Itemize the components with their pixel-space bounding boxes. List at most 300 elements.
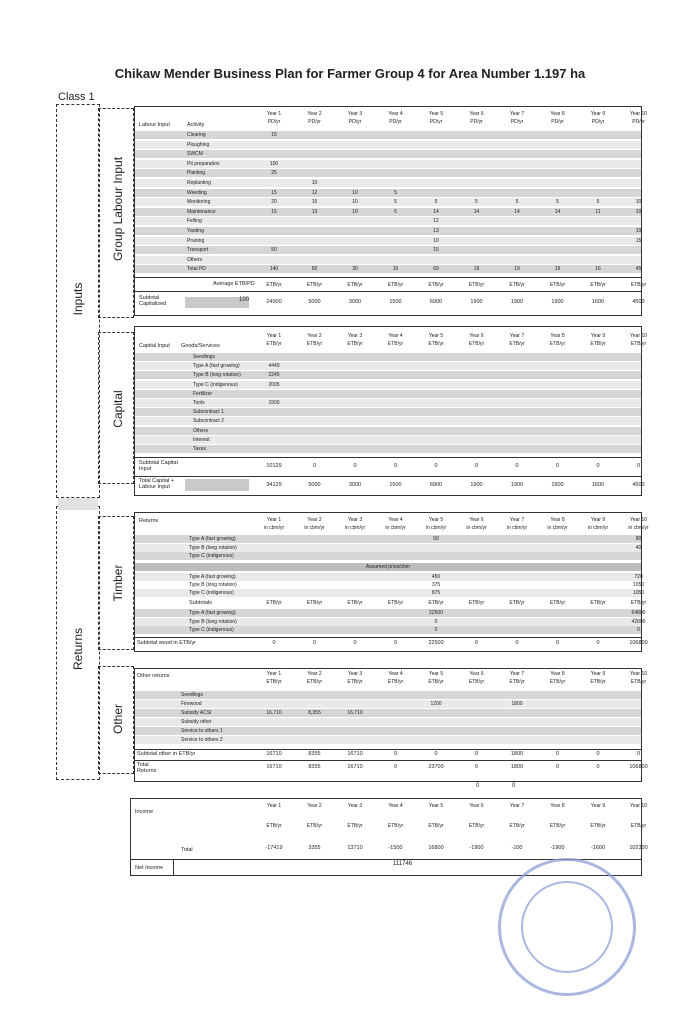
capital-table: [134, 326, 648, 496]
rule: [135, 749, 641, 750]
subtotal-value: 10129: [266, 463, 282, 469]
subtotal-value: 0: [555, 463, 560, 469]
labour-section-label: Labour Input: [139, 122, 170, 128]
total-value: 5000: [308, 482, 321, 488]
goods-label: Subcontract 2: [193, 418, 224, 425]
capital-section-label: Capital Input: [139, 343, 170, 349]
cell: 15: [271, 189, 277, 196]
total-value: 1500: [389, 482, 402, 488]
unit-header: PD/yr: [429, 119, 443, 125]
stamp-inner-ring: [521, 881, 613, 973]
price-row: [135, 581, 645, 589]
other-label: Subsidy other: [181, 719, 212, 725]
activity-label: Replanting: [187, 180, 211, 186]
unit-header: ETB/yr: [428, 282, 444, 288]
unit-header: ETB/yr: [266, 600, 282, 606]
year-header: Year 9: [590, 517, 606, 523]
unit-header: in cbm/yr: [263, 525, 285, 531]
cell: 14: [514, 208, 520, 215]
cell: 30: [352, 266, 358, 273]
unit-header: ETB/yr: [387, 282, 404, 288]
cell: 1500: [268, 400, 280, 406]
year-header: Year 5: [428, 111, 444, 117]
capital-row: [135, 399, 641, 407]
cell: 875: [431, 590, 441, 596]
net-income-label: Net Income: [135, 865, 164, 871]
timber-type-label: Type B (long rotation): [189, 544, 237, 551]
cell: 100: [269, 160, 279, 167]
year-header: Year 10: [629, 803, 648, 809]
cell: 42000: [631, 618, 646, 625]
year-header: Year 3: [347, 517, 363, 523]
subtotals-label: Subtotals: [189, 600, 212, 606]
capital-row: [135, 417, 641, 425]
unit-header: ETB/yr: [590, 823, 606, 829]
goods-label: Tools: [193, 400, 205, 406]
cell: 10: [352, 199, 358, 206]
subtotal-value: 8355: [308, 751, 321, 757]
unit-header: ETB/yr: [266, 823, 282, 829]
rule: [135, 291, 641, 292]
rule: [135, 760, 641, 761]
total-value: 3000: [348, 482, 362, 488]
labour-row: [135, 150, 641, 158]
timber-type-label: Type C (indigenous): [189, 627, 234, 633]
subtotal-value: 0: [393, 463, 398, 469]
cell: 0: [434, 627, 438, 633]
labour-row: [135, 160, 641, 168]
subtotal-value: 24000: [266, 299, 282, 305]
year-header: Year 10: [629, 333, 648, 339]
subtotal-value: 1900: [551, 299, 564, 305]
timber-type-label: Type C (indigenous): [189, 590, 234, 596]
unit-header: ETB/yr: [347, 341, 363, 347]
unit-header: ETB/yr: [468, 341, 485, 347]
income-value: -100: [511, 845, 523, 851]
subtotal-value: 1600: [591, 299, 605, 305]
goods-label: Others: [193, 427, 209, 434]
subtotal-value: 0: [596, 463, 600, 469]
year-header: Year 6: [469, 111, 484, 117]
activity-label: Yarding: [187, 228, 204, 234]
group-labour-label: Group Labour Input: [111, 156, 125, 262]
subtotal-value: 106800: [629, 640, 648, 646]
subtotal-value: 0: [353, 463, 357, 469]
cell: 5: [596, 199, 600, 206]
total-value: 1900: [470, 482, 483, 488]
unit-header: ETB/yr: [590, 341, 606, 347]
goods-label: Fertilizer: [193, 390, 213, 397]
capital-row: [135, 445, 641, 453]
income-value: -17419: [265, 845, 283, 851]
cell: 8,355: [308, 710, 321, 716]
price-row: [135, 589, 645, 597]
year-header: Year 5: [428, 333, 444, 339]
page-title: Chikaw Mender Business Plan for Farmer Group 4 for Area Number 1.197 ha: [114, 66, 586, 81]
year-header: Year 10: [629, 517, 648, 523]
total-value: 106800: [629, 764, 648, 770]
activity-label: Clearing: [187, 132, 206, 138]
unit-header: ETB/yr: [266, 679, 282, 685]
activity-label: SWCM: [187, 151, 203, 158]
other-table: [134, 668, 648, 782]
total-value: 23700: [428, 764, 444, 770]
unit-header: ETB/yr: [428, 679, 444, 685]
cell: 15: [635, 237, 642, 244]
total-value: 1600: [591, 482, 605, 488]
total-value: 0: [555, 764, 560, 770]
timber-price-label: Assumed price/cbm: [366, 564, 410, 570]
capital-row: [135, 390, 641, 398]
cell: 50: [311, 266, 318, 273]
other-row: [135, 709, 641, 717]
income-value: -1900: [550, 845, 565, 851]
cell: 140: [269, 266, 279, 273]
other-extra-2: 0: [512, 783, 516, 789]
other-label: Other: [111, 704, 125, 735]
cell: 15: [433, 247, 439, 254]
subtotal-value: 1800: [510, 751, 524, 757]
net-income-value: 111746: [393, 861, 413, 867]
unit-header: ETB/yr: [387, 679, 404, 685]
income-total-label: Total: [181, 847, 193, 853]
cell: 5: [475, 199, 478, 206]
unit-header: ETB/yr: [509, 341, 525, 347]
subtotal-value: 0: [596, 751, 600, 757]
cell: 19: [473, 266, 480, 273]
unit-header: ETB/yr: [347, 282, 363, 288]
timber-row: [135, 535, 641, 543]
year-header: Year 1: [266, 517, 282, 523]
labour-row: [135, 189, 641, 197]
other-row: [135, 718, 641, 726]
unit-header: in cbm/yr: [628, 525, 649, 531]
labour-col-label: Activity: [187, 122, 205, 128]
unit-header: ETB/yr: [347, 679, 363, 685]
year-header: Year 4: [388, 803, 403, 809]
timber-type-label: Type A (fast growing): [189, 574, 236, 580]
unit-header: in cbm/yr: [385, 525, 406, 531]
timber-row: [135, 552, 641, 560]
unit-header: in cbm/yr: [587, 525, 609, 531]
goods-label: Type C (indigenous): [193, 381, 238, 388]
year-header: Year 3: [347, 671, 363, 677]
subtotal-value: 0: [312, 463, 317, 469]
unit-header: ETB/yr: [549, 600, 566, 606]
cell: 13: [311, 208, 318, 215]
year-header: Year 8: [550, 111, 565, 117]
income-value: 13710: [347, 845, 363, 851]
cell: 19: [554, 266, 561, 273]
activity-label: Ploughing: [187, 141, 210, 148]
subtotal-value: 0: [515, 640, 519, 646]
cell: 15: [311, 199, 318, 206]
unit-header: ETB/yr: [630, 282, 647, 288]
activity-label: Pruning: [187, 237, 205, 244]
subtotal-value: 0: [596, 640, 600, 646]
labour-row: [135, 256, 641, 264]
timber-type-label: Type B (long rotation): [189, 618, 237, 625]
subtotal-value: 0: [434, 751, 438, 757]
capital-row: [135, 353, 641, 361]
cell: 5: [394, 208, 397, 215]
capital-label: Capital: [111, 390, 125, 428]
other-row: [135, 727, 641, 735]
year-header: Year 6: [469, 671, 484, 677]
year-header: Year 2: [307, 111, 322, 117]
unit-header: ETB/yr: [468, 823, 485, 829]
inputs-label: Inputs: [71, 282, 85, 316]
subtotal-value: 0: [272, 640, 276, 646]
unit-header: ETB/yr: [306, 341, 323, 347]
cell: 40: [635, 544, 642, 551]
cell: 10: [635, 228, 642, 234]
cell: 2005: [268, 381, 280, 388]
capital-row: [135, 362, 641, 370]
unit-header: ETB/yr: [630, 341, 647, 347]
capital-total-label: Total Capital + Labour Input: [139, 478, 175, 490]
year-header: Year 4: [388, 111, 403, 117]
labour-row: [135, 217, 641, 225]
other-label: Seedlings: [181, 692, 203, 698]
labour-row: [135, 237, 641, 245]
cell: 5: [394, 199, 397, 206]
labour-row: [135, 246, 641, 254]
subtotal-value: 0: [474, 463, 479, 469]
year-header: Year 7: [509, 111, 525, 117]
unit-header: ETB/yr: [266, 282, 282, 288]
cell: 12: [311, 189, 318, 196]
year-header: Year 3: [347, 803, 363, 809]
goods-label: Interest: [193, 436, 210, 443]
unit-header: ETB/yr: [306, 679, 323, 685]
timber-table: [134, 512, 649, 652]
unit-header: in cbm/yr: [466, 525, 487, 531]
rule: [173, 859, 174, 875]
year-header: Year 2: [307, 333, 322, 339]
total-value: 4500: [632, 482, 645, 488]
unit-header: PD/yr: [591, 119, 605, 125]
cell: 11: [595, 208, 601, 215]
other-label: Subsidy ACSI: [181, 710, 212, 716]
subtotal-value: 0: [393, 640, 398, 646]
unit-header: ETB/yr: [347, 823, 363, 829]
labour-avg-value-text: 100: [238, 297, 249, 303]
subtotal-value: 4500: [632, 299, 645, 305]
unit-header: ETB/yr: [347, 600, 363, 606]
unit-header: ETB/yr: [630, 679, 647, 685]
subtotal-value: 0: [474, 640, 479, 646]
goods-label: Type A (fast growing): [193, 363, 240, 370]
cell: 5: [556, 199, 559, 206]
goods-label: Seedlings: [193, 354, 215, 360]
unit-header: in cbm/yr: [425, 525, 447, 531]
year-header: Year 9: [590, 803, 606, 809]
activity-label: Weeding: [187, 189, 207, 196]
subtotal-value: 6900: [429, 299, 443, 305]
unit-header: ETB/yr: [387, 600, 404, 606]
unit-header: ETB/yr: [509, 600, 525, 606]
labour-table: [134, 106, 648, 316]
year-header: Year 2: [307, 671, 322, 677]
total-value: 34129: [266, 482, 282, 488]
capital-row: [135, 408, 641, 416]
labour-subtotal-label: Subtotal Capitalized: [139, 295, 167, 307]
capital-row: [135, 436, 641, 444]
cell: 0: [434, 618, 438, 625]
income-value: 3355: [308, 845, 321, 851]
total-value: 0: [596, 764, 600, 770]
unit-header: ETB/yr: [387, 341, 404, 347]
timber-type-label: Type C (indigenous): [189, 553, 234, 559]
year-header: Year 5: [428, 517, 444, 523]
unit-header: ETB/yr: [549, 341, 566, 347]
capital-total-shade: [185, 479, 249, 491]
unit-header: PD/yr: [348, 119, 362, 125]
year-header: Year 9: [590, 671, 606, 677]
activity-label: Maintenance: [187, 208, 216, 215]
other-section-label: Other returns: [137, 673, 170, 679]
cell: 10: [635, 199, 642, 206]
other-subtotal-label: Subtotal other in ETB/yr: [137, 751, 196, 757]
cell: 69: [433, 266, 439, 273]
cell: 25: [271, 170, 277, 177]
total-value: 0: [393, 764, 398, 770]
returns-label: Returns: [71, 627, 85, 671]
rule: [135, 457, 641, 458]
income-value: -1900: [469, 845, 484, 851]
subtotal-value: 1900: [510, 299, 524, 305]
income-value: -1500: [388, 845, 403, 851]
year-header: Year 6: [469, 333, 484, 339]
etb-row: [135, 618, 646, 626]
cell: 4449: [268, 363, 280, 370]
income-value: 102300: [629, 845, 648, 851]
year-header: Year 1: [266, 333, 282, 339]
unit-header: PD/yr: [267, 119, 281, 125]
cell: 45: [635, 266, 642, 273]
etb-row: [135, 609, 646, 617]
labour-row: [135, 265, 641, 273]
cell: 19: [514, 266, 520, 273]
capital-col-label: Goods/Services: [181, 343, 220, 349]
year-header: Year 4: [388, 333, 403, 339]
subtotal-value: 0: [353, 640, 357, 646]
year-header: Year 7: [509, 803, 525, 809]
activity-label: Total PD: [187, 266, 206, 273]
unit-header: ETB/yr: [387, 823, 404, 829]
unit-header: ETB/yr: [590, 679, 606, 685]
cell: 16,710: [347, 710, 363, 716]
cell: 10: [433, 237, 439, 244]
cell: 16,710: [266, 710, 282, 716]
labour-row: [135, 227, 641, 235]
subtotal-value: 16710: [347, 751, 363, 757]
year-header: Year 7: [509, 517, 525, 523]
activity-label: Others: [187, 256, 203, 263]
subtotal-value: 1500: [389, 299, 402, 305]
capital-row: [135, 381, 641, 389]
other-row: [135, 700, 641, 708]
cell: 80: [635, 536, 642, 542]
unit-header: ETB/yr: [630, 823, 647, 829]
subtotal-value: 0: [312, 640, 317, 646]
year-header: Year 5: [428, 803, 444, 809]
year-header: Year 9: [590, 333, 606, 339]
labour-row: [135, 179, 641, 187]
other-total-label: Total Returns: [137, 762, 157, 774]
total-value: 1800: [510, 764, 524, 770]
cell: 64800: [631, 610, 646, 616]
unit-header: PD/yr: [308, 119, 321, 125]
unit-header: PD/yr: [510, 119, 524, 125]
cell: 12: [433, 218, 439, 225]
labour-row: [135, 169, 641, 177]
year-header: Year 8: [550, 333, 565, 339]
timber-type-label: Type A (fast growing): [189, 536, 236, 542]
year-header: Year 9: [590, 111, 606, 117]
unit-header: ETB/yr: [590, 600, 606, 606]
cell: 50: [433, 536, 439, 542]
other-label: Service to others 1: [181, 728, 223, 734]
cell: 1050: [632, 590, 645, 596]
unit-header: PD/yr: [470, 119, 483, 125]
unit-header: ETB/yr: [428, 600, 444, 606]
unit-header: ETB/yr: [428, 823, 444, 829]
cell: 720: [634, 574, 643, 580]
subtotal-value: 16710: [266, 751, 282, 757]
cell: 14: [554, 208, 561, 215]
price-row: [135, 573, 641, 581]
total-value: 0: [474, 764, 479, 770]
rule: [135, 637, 641, 638]
cell: 1800: [511, 701, 523, 707]
other-label: Service to others 2: [181, 737, 223, 743]
class-label: Class 1: [58, 91, 95, 103]
cell: 450: [431, 574, 441, 580]
cell: 15: [392, 266, 399, 273]
unit-header: ETB/yr: [468, 600, 485, 606]
income-value: -1600: [590, 845, 606, 851]
year-header: Year 4: [388, 517, 403, 523]
year-header: Year 5: [428, 671, 444, 677]
activity-label: Pit preparation: [187, 160, 220, 167]
unit-header: in cbm/yr: [547, 525, 568, 531]
unit-header: ETB/yr: [509, 282, 525, 288]
activity-label: Transport: [187, 247, 209, 254]
unit-header: in cbm/yr: [304, 525, 325, 531]
year-header: Year 2: [307, 803, 322, 809]
unit-header: PD/yr: [632, 119, 645, 125]
other-extra-1: 0: [476, 783, 480, 789]
labour-row: [135, 131, 641, 139]
total-value: 8355: [308, 764, 321, 770]
unit-header: ETB/yr: [306, 823, 323, 829]
subtotal-value: 1900: [470, 299, 483, 305]
activity-label: Felling: [187, 218, 202, 225]
cell: 10: [352, 208, 358, 215]
goods-label: Taxes: [193, 446, 207, 452]
separator-bar: [58, 498, 98, 510]
timber-subtotal-label: Subtotal wood in ETB/yr: [137, 640, 197, 646]
unit-header: ETB/yr: [468, 282, 485, 288]
cell: 10: [635, 208, 642, 215]
unit-header: ETB/yr: [468, 679, 485, 685]
labour-avg-value: [185, 297, 249, 308]
year-header: Year 10: [629, 671, 648, 677]
unit-header: ETB/yr: [306, 600, 323, 606]
subtotal-value: 0: [515, 463, 519, 469]
